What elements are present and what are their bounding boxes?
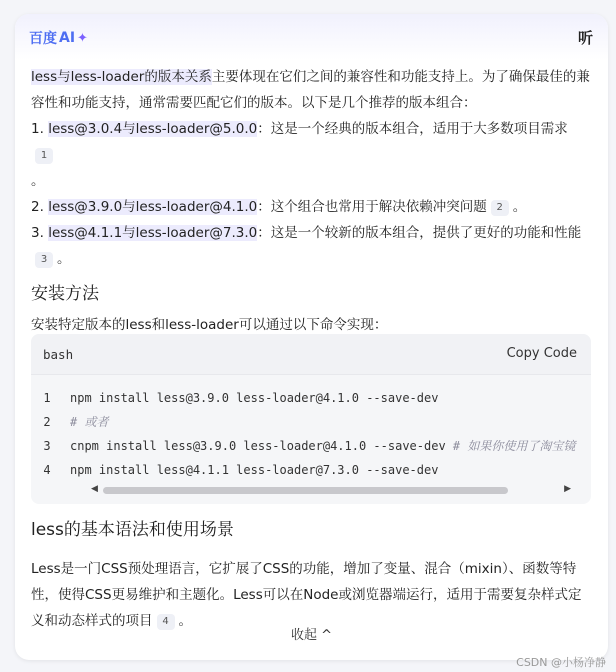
spark-icon: ✦	[77, 30, 88, 46]
baidu-ai-logo	[29, 28, 88, 48]
code-comment: # 如果你使用了淘宝镜	[452, 439, 576, 453]
usage-heading: less的基本语法和使用场景	[31, 520, 234, 540]
code-text: npm install less@3.9.0 less-loader@4.1.0 --save-dev	[70, 391, 439, 405]
line-content	[70, 434, 575, 458]
scrollbar-thumb[interactable]	[103, 487, 508, 494]
usage-text	[31, 556, 591, 634]
code-line	[31, 434, 591, 458]
brand-ai-label: AI	[59, 30, 76, 46]
code-line	[31, 458, 591, 482]
list-item	[31, 116, 591, 194]
line-number: 4	[43, 463, 51, 477]
code-line	[31, 410, 591, 434]
code-text: cnpm install less@3.9.0 less-loader@4.1.0 --save-dev	[70, 439, 453, 453]
answer-card	[15, 14, 608, 660]
item-tail: 。	[57, 251, 71, 267]
intro-paragraph	[31, 64, 591, 116]
listen-button[interactable]: 听	[577, 29, 593, 47]
citation-badge[interactable]: 2	[491, 200, 509, 216]
list-number: 2.	[31, 199, 44, 215]
list-item	[31, 220, 591, 272]
code-text: npm install less@4.1.1 less-loader@7.3.0 --save-dev	[70, 463, 439, 477]
scroll-right-icon[interactable]: ▶	[564, 484, 571, 494]
version-link[interactable]: less@3.9.0与less-loader@4.1.0	[48, 199, 258, 215]
list-number: 3.	[31, 225, 44, 241]
intro-highlight: less与less-loader的版本关系	[31, 69, 212, 85]
usage-body: Less是一门CSS预处理语言，它扩展了CSS的功能，增加了变量、混合（mixin）、函数等特性，使得CSS更易维护和主题化。Less可以在Node或浏览器端运行，适用于需要复杂样式定义和动态样式的项目	[31, 560, 582, 629]
answer-body	[31, 64, 591, 338]
line-content	[70, 386, 438, 410]
citation-badge[interactable]: 4	[157, 614, 175, 630]
install-heading: 安装方法	[31, 284, 99, 304]
item-desc: ：这是一个经典的版本组合，适用于大多数项目需求	[257, 121, 568, 137]
item-desc: ：这是一个较新的版本组合，提供了更好的功能和性能	[257, 225, 582, 241]
code-header	[31, 334, 591, 375]
version-link[interactable]: less@3.0.4与less-loader@5.0.0	[48, 121, 258, 137]
list-item	[31, 194, 591, 220]
line-content	[70, 458, 438, 482]
list-number: 1.	[31, 121, 44, 137]
brand-label: 百度	[29, 31, 57, 47]
version-link[interactable]: less@4.1.1与less-loader@7.3.0	[48, 225, 258, 241]
line-number: 2	[43, 415, 51, 429]
citation-badge[interactable]: 1	[35, 148, 53, 164]
item-tail: 。	[512, 199, 527, 215]
code-block	[31, 334, 591, 504]
code-line	[31, 386, 591, 410]
collapse-button[interactable]: 收起 ^	[290, 628, 333, 643]
usage-tail: 。	[178, 612, 192, 629]
card-header	[15, 14, 608, 60]
code-comment: # 或者	[70, 415, 109, 429]
copy-code-button[interactable]: Copy Code	[506, 346, 577, 361]
install-text: 安装特定版本的less和less-loader可以通过以下命令实现：	[31, 317, 388, 333]
intro-text: 主要体现在它们之间的兼容性和功能支持上。为了确保最佳的兼容性和功能支持，通常需要匹配它们的版本。以下是几个推荐的版本组合：	[31, 69, 590, 111]
code-language: bash	[43, 347, 74, 362]
horizontal-scrollbar[interactable]	[91, 484, 571, 496]
watermark: CSDN @小杨净静	[516, 656, 606, 669]
item-tail: 。	[31, 173, 45, 189]
citation-badge[interactable]: 3	[35, 252, 53, 268]
scroll-left-icon[interactable]: ◀	[91, 484, 98, 494]
item-desc: ：这个组合也常用于解决依赖冲突问题	[257, 199, 487, 215]
code-lines	[31, 386, 591, 482]
line-content	[70, 410, 108, 434]
line-number: 3	[43, 439, 51, 453]
line-number: 1	[43, 391, 51, 405]
